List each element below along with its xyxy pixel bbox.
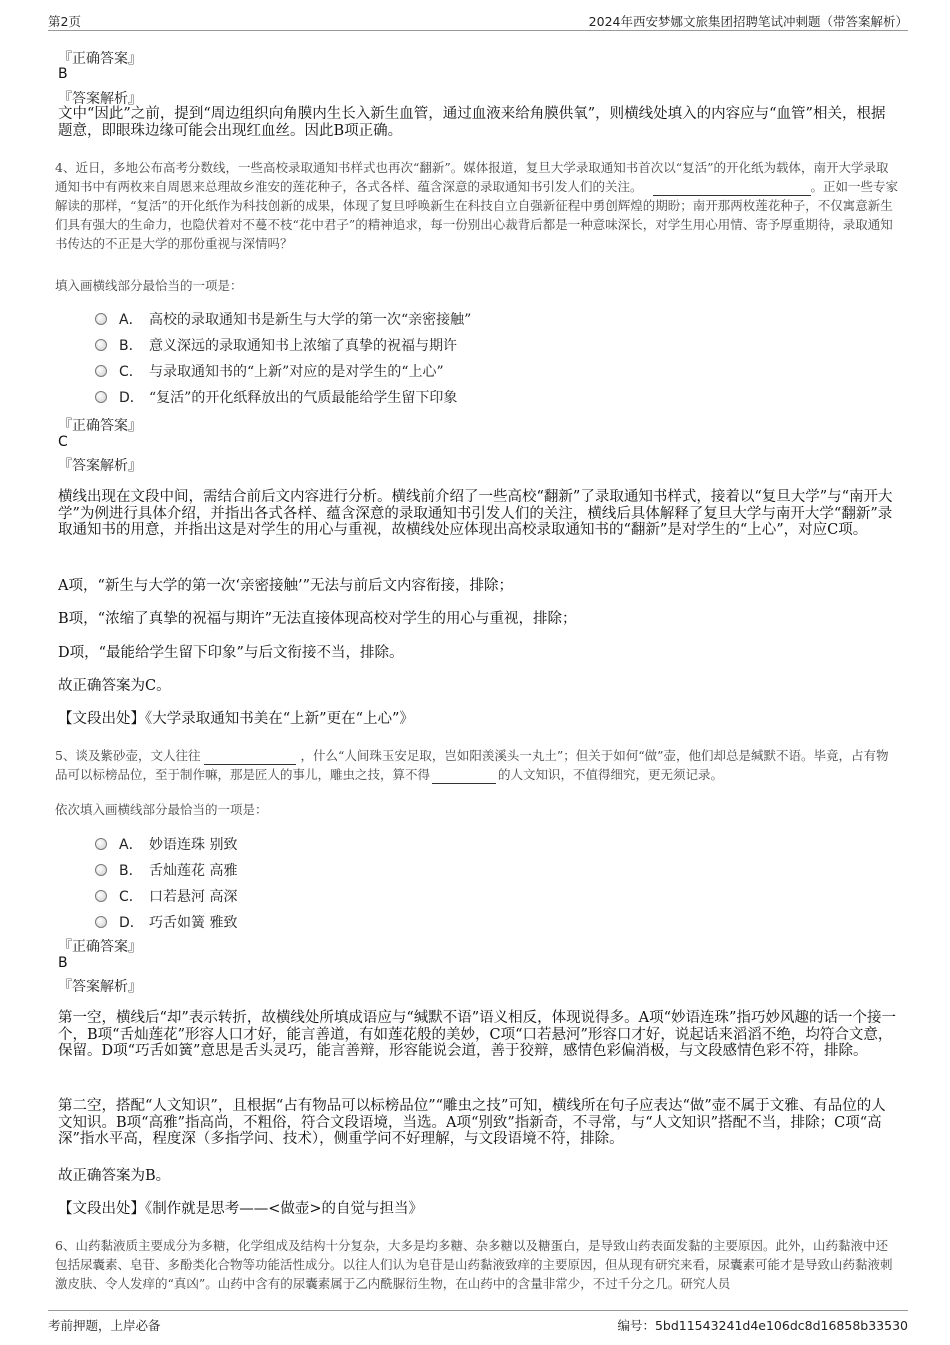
option-letter: C． — [119, 364, 143, 380]
radio-icon[interactable] — [95, 313, 107, 325]
answer-label: 『正确答案』 — [58, 418, 142, 434]
question-5-prompt: 依次填入画横线部分最恰当的一项是： — [55, 802, 268, 817]
analysis-text: 文中“因此”之前，提到“周边组织向角膜内生长入新生血管，通过血液来给角膜供氧”，则横线处填入的内容应与“血管”相关，根据题意，即眼珠边缘可能会出现红血丝。因此B项正确。 — [58, 106, 886, 139]
question-4-text: 4、近日，多地公布高考分数线，一些高校录取通知书样式也再次“翻新”。媒体报道，复旦大学录取通知书首次以“复活”的开化纸为载体，南开大学录取通知书中有两枚来自周恩来总理故乡淮安的莲花种子，各式各样、蕴含深意的录取通知书引发人们的关注。 — [55, 160, 889, 194]
option-letter: B． — [119, 863, 143, 879]
question-5-blank-1 — [204, 763, 296, 765]
analysis-paragraph: D项，“最能给学生留下印象”与后文衔接不当，排除。 — [58, 645, 404, 661]
page-number: 第2页 — [48, 14, 81, 29]
question-5-text-mid: ，什么“人间珠玉安足取，岂如阳羡溪头一丸土”；但关于如何“做”壶，他们却总是缄默不语。毕竟，占有物品可以标榜品位，至于制作嘛，那是匠人的事儿，雕虫之技，算不得 — [55, 748, 889, 782]
question-4-prompt: 填入画横线部分最恰当的一项是： — [55, 278, 243, 293]
source-citation: 【文段出处】《大学录取通知书美在“上新”更在“上心”》 — [58, 711, 414, 727]
analysis-label: 『答案解析』 — [58, 91, 142, 107]
analysis-paragraph: 故正确答案为B。 — [58, 1168, 171, 1184]
document-title: 2024年西安梦娜文旅集团招聘笔试冲刺题（带答案解析） — [588, 14, 908, 29]
radio-icon[interactable] — [95, 339, 107, 351]
option-letter: D． — [119, 390, 144, 406]
option-text: 口若悬河 高深 — [149, 889, 238, 905]
document-code — [617, 1316, 908, 1334]
question-4-blank — [653, 194, 811, 196]
question-4-text-after: 。正如一些专家解读的那样，“复活”的开化纸作为科技创新的成果，体现了复旦呼唤新生在科技自立自强新征程中勇创辉煌的期盼；南开那两枚莲花种子，不仅寓意新生们具有强大的生命力，也隐伏着对不蔓不枝“花中君子”的精神追求，每一份别出心裁背后都是一种意味深长，对学生用心用情、寄予厚重期待，录取通知书传达的不正是大学的那份重视与深情吗？ — [55, 179, 899, 251]
option-text: 高校的录取通知书是新生与大学的第一次“亲密接触” — [149, 312, 472, 328]
radio-icon[interactable] — [95, 391, 107, 403]
analysis-label: 『答案解析』 — [58, 979, 142, 995]
question-5-text: 5、谈及紫砂壶，文人往往 — [55, 748, 201, 763]
option-c[interactable] — [95, 361, 444, 381]
page-footer — [48, 1310, 908, 1335]
option-letter: D． — [119, 915, 144, 931]
question-5-text-end: 的人文知识，不值得细究，更无须记录。 — [498, 767, 724, 782]
answer-value: B — [58, 66, 68, 82]
question-5-blank-2 — [432, 782, 496, 784]
option-text: 舌灿莲花 高雅 — [149, 863, 238, 879]
option-d[interactable] — [95, 387, 457, 407]
analysis-paragraph: 横线出现在文段中间，需结合前后文内容进行分析。横线前介绍了一些高校“翻新”了录取通知书样式，接着以“复旦大学”与“南开大学”为例进行具体介绍，并指出各式各样、蕴含深意的录取通知书引发人们的关注，横线后具体解释了复旦大学与南开大学“翻新”录取通知书的用意，并指出这是对学生的用心与重视，故横线处应体现出高校录取通知书的“翻新”是对学生的“上心”，对应C项。 — [58, 489, 893, 538]
question-6: 6、山药黏液质主要成分为多糖，化学组成及结构十分复杂，大多是均多糖、杂多糖以及糖蛋白，是导致山药表面发黏的主要原因。此外，山药黏液中还包括尿囊素、皂苷、多酚类化合物等功能活性成分。以往人们认为皂苷是山药黏液致痒的主要原因，但从现有研究来看，尿囊素可能才是导致山药黏液刺激皮肤、令人发痒的“真凶”。山药中含有的尿囊素属于乙内酰脲衍生物，在山药中的含量非常少，不过千分之几。研究人员 — [55, 1238, 893, 1291]
analysis-paragraph: B项，“浓缩了真挚的祝福与期许”无法直接体现高校对学生的用心与重视，排除； — [58, 611, 577, 627]
option-letter: A． — [119, 837, 143, 853]
option-b[interactable] — [95, 335, 457, 355]
document-code-label: 编号： — [617, 1318, 655, 1333]
question-4 — [55, 158, 900, 253]
answer-value: C — [58, 434, 68, 450]
option-text: 巧舌如簧 雅致 — [149, 915, 238, 931]
option-c[interactable] — [95, 886, 237, 906]
option-text: “复活”的开化纸释放出的气质最能给学生留下印象 — [149, 390, 458, 406]
analysis-paragraph: 第一空，横线后“却”表示转折，故横线处所填成语应与“缄默不语”语义相反，体现说得多。A项“妙语连珠”指巧妙风趣的话一个接一个，B项“舌灿莲花”形容人口才好，能言善道，有如莲花般的美妙，C项“口若悬河”形容口才好，说起话来滔滔不绝，均符合文意，保留。D项“巧舌如簧”意思是舌头灵巧，能言善辩，形容能说会道，善于狡辩，感情色彩偏消极，与文段感情色彩不符，排除。 — [58, 1010, 896, 1059]
option-letter: C． — [119, 889, 143, 905]
page-header — [48, 10, 908, 31]
analysis-paragraph: A项，“新生与大学的第一次‘亲密接触’”无法与前后文内容衔接，排除； — [58, 578, 514, 594]
analysis-label: 『答案解析』 — [58, 458, 142, 474]
analysis-paragraph: 故正确答案为C。 — [58, 678, 171, 694]
analysis-paragraph: 第二空，搭配“人文知识”，且根据“占有物品可以标榜品位”“雕虫之技”可知，横线所在句子应表达“做”壶不属于文雅、有品位的人文知识。B项“高雅”指高尚，不粗俗，符合文段语境，当选。A项“别致”指新奇，不寻常，与“人文知识”搭配不当，排除；C项“高深”指水平高，程度深（多指学问、技术），侧重学问不好理解，与文段语境不符，排除。 — [58, 1098, 886, 1147]
question-5 — [55, 746, 900, 784]
radio-icon[interactable] — [95, 365, 107, 377]
option-text: 妙语连珠 别致 — [149, 837, 238, 853]
option-letter: A． — [119, 312, 143, 328]
option-text: 与录取通知书的“上新”对应的是对学生的“上心” — [149, 364, 444, 380]
radio-icon[interactable] — [95, 864, 107, 876]
option-d[interactable] — [95, 912, 237, 932]
answer-value: B — [58, 955, 68, 971]
source-citation: 【文段出处】《制作就是思考——<做壶>的自觉与担当》 — [58, 1201, 424, 1217]
footer-slogan: 考前押题，上岸必备 — [48, 1318, 161, 1333]
option-b[interactable] — [95, 860, 237, 880]
radio-icon[interactable] — [95, 838, 107, 850]
option-a[interactable] — [95, 309, 471, 329]
answer-label: 『正确答案』 — [58, 939, 142, 955]
option-letter: B． — [119, 338, 143, 354]
option-a[interactable] — [95, 834, 237, 854]
answer-label: 『正确答案』 — [58, 51, 142, 67]
radio-icon[interactable] — [95, 890, 107, 902]
document-code-value: 5bd11543241d4e106dc8d16858b33530 — [654, 1318, 908, 1333]
radio-icon[interactable] — [95, 916, 107, 928]
option-text: 意义深远的录取通知书上浓缩了真挚的祝福与期许 — [149, 338, 457, 354]
